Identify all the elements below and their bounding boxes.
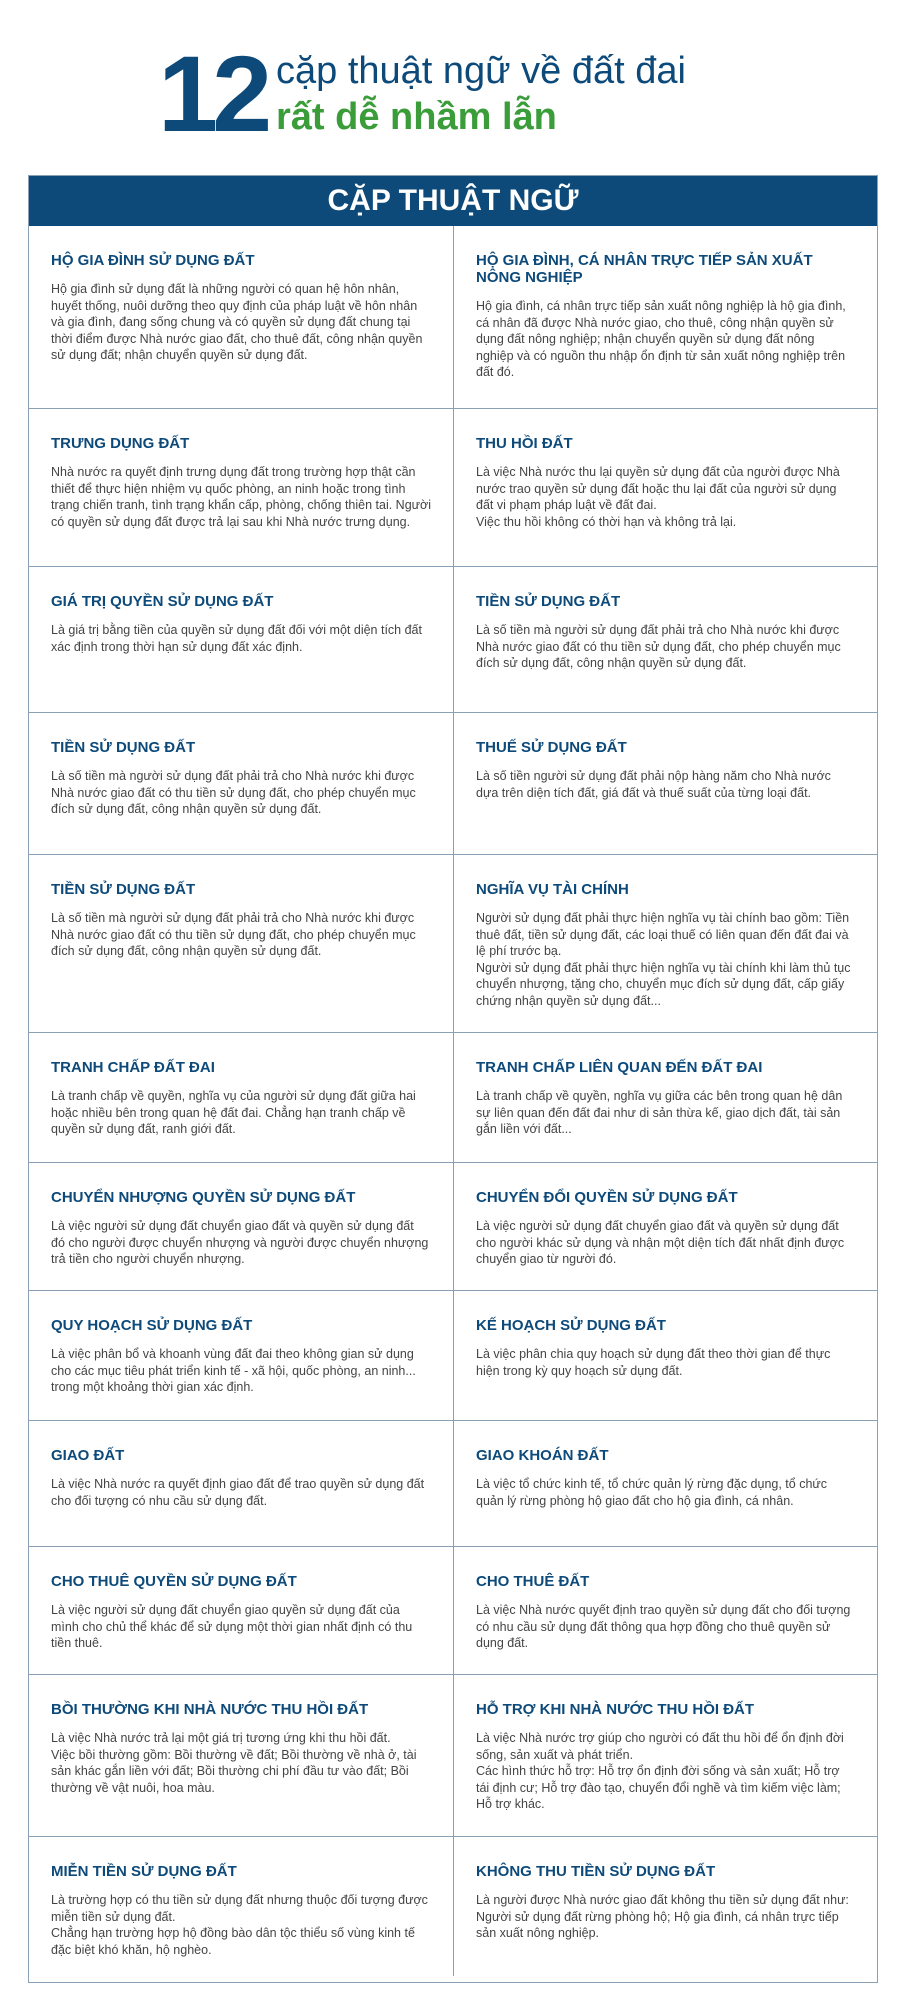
term-description: Là tranh chấp về quyền, nghĩa vụ giữa các bên trong quan hệ dân sự liên quan đến đất đai như di sản thừa kế, giao dịch đất, tài sản gắn liền với đất... xyxy=(476,1089,843,1136)
term-title: KHÔNG THU TIỀN SỬ DỤNG ĐẤT xyxy=(476,1863,716,1880)
table-row xyxy=(29,1546,877,1674)
term-title: QUY HOẠCH SỬ DỤNG ĐẤT xyxy=(51,1317,253,1334)
term-description: Là số tiền mà người sử dụng đất phải trả cho Nhà nước khi được Nhà nước giao đất có thu tiền sử dụng đất, cho phép chuyển mục đích sử dụng đất, công nhận quyền sử dụng đất. xyxy=(51,911,416,958)
term-title: TRƯNG DỤNG ĐẤT xyxy=(51,435,190,452)
term-description: Hộ gia đình sử dụng đất là những người có quan hệ hôn nhân, huyết thống, nuôi dưỡng theo quy định của pháp luật về hôn nhân và gia đình, đang sống chung và có quyền sử dụng đất chung tại thời điểm được Nhà nước giao đất, cho thuê đất, công nhận quyền sử dụng đất; nhận chuyển quyền sử dụng đất. xyxy=(51,282,423,362)
term-cell xyxy=(29,226,453,408)
term-description: Là tranh chấp về quyền, nghĩa vụ của người sử dụng đất giữa hai hoặc nhiều bên trong quan hệ đất đai. Chẳng hạn tranh chấp về quyền sử dụng đất, ranh giới đất. xyxy=(51,1089,416,1136)
term-description: Là việc Nhà nước trợ giúp cho người có đất thu hồi để ổn định đời sống, sản xuất và phát triển. Các hình thức hỗ trợ: Hỗ trợ ổn định đời sống và sản xuất; Hỗ trợ tái định cư; Hỗ trợ đào tạo, chuyển đổi nghề và tìm kiếm việc làm; Hỗ trợ khác. xyxy=(476,1731,844,1811)
term-description: Là việc phân bổ và khoanh vùng đất đai theo không gian sử dụng cho các mục tiêu phát triển kinh tế - xã hội, quốc phòng, an ninh... trong một khoảng thời gian xác định. xyxy=(51,1347,416,1394)
term-cell xyxy=(453,1837,877,1976)
term-description: Là việc Nhà nước quyết định trao quyền sử dụng đất cho đối tượng có nhu cầu sử dụng đất thông qua hợp đồng cho thuê quyền sử dụng đất. xyxy=(476,1603,851,1650)
term-description: Là việc người sử dụng đất chuyển giao đất và quyền sử dụng đất đó cho người được chuyển nhượng và người được chuyển nhượng trả tiền cho người chuyển nhượng. xyxy=(51,1219,429,1266)
headline-line-1: cặp thuật ngữ về đất đai xyxy=(276,50,686,92)
term-cell xyxy=(453,1547,877,1674)
term-description: Là số tiền mà người sử dụng đất phải trả cho Nhà nước khi được Nhà nước giao đất có thu tiền sử dụng đất, cho phép chuyển mục đích sử dụng đất, công nhận quyền sử dụng đất. xyxy=(51,769,416,816)
term-title: TRANH CHẤP LIÊN QUAN ĐẾN ĐẤT ĐAI xyxy=(476,1059,763,1076)
term-description: Là việc Nhà nước trả lại một giá trị tương ứng khi thu hồi đất. Việc bồi thường gồm: Bồi thường về đất; Bồi thường về nhà ở, tài sản khác gắn liền với đất; Bồi thường chi phí đầu tư vào đất; Bồi thường về vật nuôi, hoa màu. xyxy=(51,1731,417,1795)
terms-table xyxy=(28,175,878,1983)
term-cell xyxy=(453,226,877,408)
term-title: CHUYỂN ĐỔI QUYỀN SỬ DỤNG ĐẤT xyxy=(476,1189,738,1206)
term-title: TIỀN SỬ DỤNG ĐẤT xyxy=(51,881,196,898)
term-cell xyxy=(453,855,877,1032)
term-description: Là việc phân chia quy hoạch sử dụng đất theo thời gian để thực hiện trong kỳ quy hoạch sử dụng đất. xyxy=(476,1347,831,1378)
term-description: Là việc người sử dụng đất chuyển giao quyền sử dụng đất của mình cho chủ thể khác để sử dụng một thời gian nhất định có thu tiền thuê. xyxy=(51,1603,413,1650)
term-cell xyxy=(453,713,877,854)
term-title: MIỄN TIỀN SỬ DỤNG ĐẤT xyxy=(51,1863,237,1880)
term-description: Là người được Nhà nước giao đất không thu tiền sử dụng đất như: Người sử dụng đất rừng phòng hộ; Hộ gia đình, cá nhân trực tiếp sản xuất nông nghiệp. xyxy=(476,1893,849,1940)
term-title: TRANH CHẤP ĐẤT ĐAI xyxy=(51,1059,215,1076)
term-cell xyxy=(453,1675,877,1836)
table-row xyxy=(29,712,877,854)
headline-number: 12 xyxy=(158,33,267,154)
term-cell xyxy=(29,713,453,854)
term-description: Là số tiền mà người sử dụng đất phải trả cho Nhà nước khi được Nhà nước giao đất có thu tiền sử dụng đất, cho phép chuyển mục đích sử dụng đất, công nhận quyền sử dụng đất. xyxy=(476,623,841,670)
term-description: Là việc Nhà nước thu lại quyền sử dụng đất của người được Nhà nước trao quyền sử dụng đất hoặc thu lại đất của người sử dụng đất vi phạm pháp luật về đất đai. Việc thu hồi không có thời hạn và không trả lại. xyxy=(476,465,840,529)
term-cell xyxy=(29,1033,453,1162)
table-banner: CẶP THUẬT NGỮ xyxy=(29,176,877,226)
term-title: CHO THUÊ ĐẤT xyxy=(476,1573,590,1590)
table-row xyxy=(29,1836,877,1976)
term-description: Hộ gia đình, cá nhân trực tiếp sản xuất nông nghiệp là hộ gia đình, cá nhân đã được Nhà nước giao, cho thuê, công nhận quyền sử dụng đất nông nghiệp; nhận chuyển quyền sử dụng đất nông nghiệp và có nguồn thu nhập ổn định từ sản xuất nông nghiệp trên đất đó. xyxy=(476,299,846,379)
term-cell xyxy=(29,409,453,566)
term-description: Là số tiền người sử dụng đất phải nộp hàng năm cho Nhà nước dựa trên diện tích đất, giá đất và thuế suất của từng loại đất. xyxy=(476,769,831,800)
term-description: Nhà nước ra quyết định trưng dụng đất trong trường hợp thật cần thiết để thực hiện nhiệm vụ quốc phòng, an ninh hoặc trong tình trạng chiến tranh, tình trạng khẩn cấp, phòng, chống thiên tai. Người có quyền sử dụng đất được trả lại sau khi Nhà nước trưng dụng. xyxy=(51,465,432,529)
term-cell xyxy=(29,567,453,712)
table-row xyxy=(29,854,877,1032)
term-title: CHO THUÊ QUYỀN SỬ DỤNG ĐẤT xyxy=(51,1573,297,1590)
term-title: GIAO ĐẤT xyxy=(51,1447,125,1464)
term-cell xyxy=(29,1421,453,1546)
term-title: HỘ GIA ĐÌNH, CÁ NHÂN TRỰC TIẾP SẢN XUẤT NÔNG NGHIỆP xyxy=(476,252,813,286)
term-cell xyxy=(29,1291,453,1420)
table-row xyxy=(29,1162,877,1290)
table-row xyxy=(29,226,877,408)
term-title: TIỀN SỬ DỤNG ĐẤT xyxy=(51,739,196,756)
term-cell xyxy=(29,1675,453,1836)
term-description: Là giá trị bằng tiền của quyền sử dụng đất đối với một diện tích đất xác định trong thời hạn sử dụng đất xác định. xyxy=(51,623,422,654)
term-cell xyxy=(29,1163,453,1290)
term-description: Là việc người sử dụng đất chuyển giao đất và quyền sử dụng đất cho người khác sử dụng và nhận một diện tích đất nhất định được chuyển giao từ người đó. xyxy=(476,1219,845,1266)
term-cell xyxy=(453,567,877,712)
term-title: BỒI THƯỜNG KHI NHÀ NƯỚC THU HỒI ĐẤT xyxy=(51,1701,369,1718)
term-cell xyxy=(453,1291,877,1420)
term-title: TIỀN SỬ DỤNG ĐẤT xyxy=(476,593,621,610)
term-title: CHUYỂN NHƯỢNG QUYỀN SỬ DỤNG ĐẤT xyxy=(51,1189,356,1206)
term-title: HỘ GIA ĐÌNH SỬ DỤNG ĐẤT xyxy=(51,252,255,269)
table-row xyxy=(29,1032,877,1162)
term-title: NGHĨA VỤ TÀI CHÍNH xyxy=(476,881,629,898)
table-row xyxy=(29,566,877,712)
term-title: THUẾ SỬ DỤNG ĐẤT xyxy=(476,739,627,756)
term-description: Là việc Nhà nước ra quyết định giao đất để trao quyền sử dụng đất cho đối tượng có nhu cầu sử dụng đất. xyxy=(51,1477,425,1508)
term-cell xyxy=(29,1837,453,1976)
page-header xyxy=(0,0,907,175)
term-description: Là việc tổ chức kinh tế, tổ chức quản lý rừng đặc dụng, tổ chức quản lý rừng phòng hộ giao đất cho hộ gia đình, cá nhân. xyxy=(476,1477,828,1508)
term-cell xyxy=(29,855,453,1032)
term-cell xyxy=(453,1163,877,1290)
table-row xyxy=(29,408,877,566)
terms-rows xyxy=(29,226,877,1976)
term-cell xyxy=(453,1421,877,1546)
term-cell xyxy=(29,1547,453,1674)
table-row xyxy=(29,1290,877,1420)
term-title: GIAO KHOÁN ĐẤT xyxy=(476,1447,609,1464)
term-description: Là trường hợp có thu tiền sử dụng đất nhưng thuộc đối tượng được miễn tiền sử dụng đất. Chẳng hạn trường hợp hộ đồng bào dân tộc thiểu số vùng kinh tế đặc biệt khó khăn, hộ nghèo. xyxy=(51,1893,428,1957)
term-title: GIÁ TRỊ QUYỀN SỬ DỤNG ĐẤT xyxy=(51,593,274,610)
term-title: THU HỒI ĐẤT xyxy=(476,435,573,452)
term-cell xyxy=(453,1033,877,1162)
headline-line-2: rất dễ nhầm lẫn xyxy=(276,96,557,138)
term-description: Người sử dụng đất phải thực hiện nghĩa vụ tài chính bao gồm: Tiền thuê đất, tiền sử dụng đất, các loại thuế có liên quan đến đất đai và lệ phí trước bạ. Người sử dụng đất phải thực hiện nghĩa vụ tài chính khi làm thủ tục chuyển nhượng, tặng cho, chuyển mục đích sử dụng đất, cấp giấy chứng nhận quyền sử dụng đất... xyxy=(476,911,851,1008)
table-row xyxy=(29,1674,877,1836)
term-title: KẾ HOẠCH SỬ DỤNG ĐẤT xyxy=(476,1317,666,1334)
term-title: HỖ TRỢ KHI NHÀ NƯỚC THU HỒI ĐẤT xyxy=(476,1701,755,1718)
table-row xyxy=(29,1420,877,1546)
term-cell xyxy=(453,409,877,566)
